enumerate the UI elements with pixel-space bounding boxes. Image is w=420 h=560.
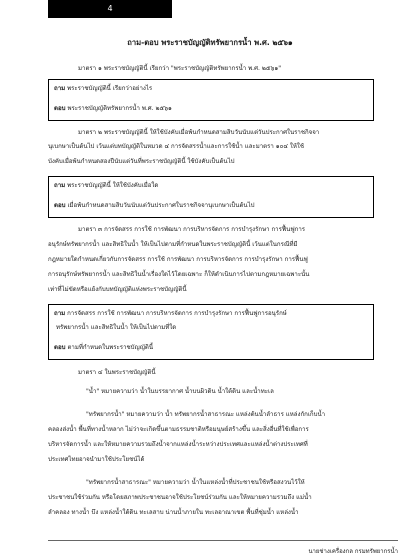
section-3-line-1: มาตรา ๓ การจัดสรร การใช้ การพัฒนา การบริหารจัดการ การบำรุงรักษา การฟื้นฟูการ [78, 226, 306, 233]
footer-divider [48, 540, 398, 541]
section-3-line-5: เท่าที่ไม่ขัดหรือแย้งกับบทบัญญัติแห่งพระราชบัญญัตินี้ [48, 286, 187, 293]
section-3-line-2: อนุรักษ์ทรัพยากรน้ำ และสิทธิในน้ำ ให้เป็นไปตามที่กำหนดในพระราชบัญญัตินี้ เว้นแต่ในกรณีที่มี [48, 241, 298, 248]
qa-answer: ตอบ พระราชบัญญัติทรัพยากรน้ำ พ.ศ. ๒๕๖๑ [54, 105, 172, 112]
definition-resource-line-3: บริหารจัดการน้ำ และให้หมายความรวมถึงน้ำจากแหล่งน้ำระหว่างประเทศและแหล่งน้ำต่างประเทศที่ [48, 441, 308, 448]
section-2-line-1: มาตรา ๒ พระราชบัญญัตินี้ ให้ใช้บังคับเมื่อพ้นกำหนดสามสิบวันนับแต่วันประกาศในราชกิจจา [78, 129, 320, 136]
qa-box-2 [48, 176, 374, 218]
qa-question: ถาม พระราชบัญญัตินี้ เรียกว่าอย่างไร [54, 85, 153, 92]
section-4-intro: มาตรา ๔ ในพระราชบัญญัตินี้ [78, 369, 156, 376]
definition-public-line-3: ลำคลอง ทางน้ำ บึง แหล่งน้ำใต้ดิน ทะเลสาบ น่านน้ำภายใน ทะเลอาณาเขต พื้นที่ชุ่มน้ำ แหล่งน้ำ [48, 509, 299, 516]
section-3-line-3: กฎหมายใดกำหนดเกี่ยวกับการจัดสรร การใช้ การพัฒนา การบริหารจัดการ การบำรุงรักษา การฟื้นฟู [48, 256, 308, 263]
qa-answer: ตอบ ตามที่กำหนดในพระราชบัญญัตินี้ [54, 344, 154, 351]
qa-question: ถาม พระราชบัญญัตินี้ ให้ใช้บังคับเมื่อใด [54, 182, 159, 189]
definition-resource-line-1: "ทรัพยากรน้ำ" หมายความว่า น้ำ ทรัพยากรน้ำสาธารณะ แหล่งต้นน้ำลำธาร แหล่งกักเก็บน้ำ [86, 411, 326, 418]
definition-water: "น้ำ" หมายความว่า น้ำในบรรยากาศ น้ำบนผิวดิน น้ำใต้ดิน และน้ำทะเล [86, 388, 274, 395]
section-1: มาตรา ๑ พระราชบัญญัตินี้ เรียกว่า "พระราชบัญญัติทรัพยากรน้ำ พ.ศ. ๒๕๖๑" [78, 65, 281, 72]
definition-resource-line-2: คลองส่งน้ำ พื้นที่ทางน้ำหลาก ไม่ว่าจะเกิดขึ้นตามธรรมชาติหรือมนุษย์สร้างขึ้น และสิ่งอื่นที่ใช้เพื่อการ [48, 426, 309, 433]
document-title: ถาม-ตอบ พระราชบัญญัติทรัพยากรน้ำ พ.ศ. ๒๕๖๑ [127, 38, 293, 47]
definition-resource-line-4: ประเทศไทยอาจนำมาใช้ประโยชน์ได้ [48, 456, 145, 463]
page-number-tab [48, 0, 172, 18]
definition-public-line-2: ประชาชนใช้ร่วมกัน หรือโดยสภาพประชาชนอาจใช้ประโยชน์ร่วมกัน และให้หมายความรวมถึง แม่น้ำ [48, 494, 312, 501]
section-2-line-3: บังคับเมื่อพ้นกำหนดสองปีนับแต่วันที่พระราชบัญญัตินี้ ใช้บังคับเป็นต้นไป [48, 158, 235, 165]
section-2-line-2: นุเบกษาเป็นต้นไป เว้นแต่บทบัญญัติในหมวด ๔ การจัดสรรน้ำและการใช้น้ำ และมาตรา ๑๐๔ ให้ใช้ [48, 143, 304, 150]
definition-public-line-1: "ทรัพยากรน้ำสาธารณะ" หมายความว่า น้ำในแหล่งน้ำที่ประชาชนใช้หรือสงวนไว้ให้ [86, 479, 305, 486]
footer-text: นายช่างเครื่องกล กรมทรัพยากรน้ำ [308, 548, 398, 555]
section-3-line-4: การอนุรักษ์ทรัพยากรน้ำ และสิทธิในน้ำเรื่องใดไว้โดยเฉพาะ ก็ให้ดำเนินการไปตามกฎหมายเฉพาะนั้น [48, 271, 310, 278]
qa-box-3 [48, 304, 374, 360]
page-number: 4 [107, 4, 113, 13]
qa-box-1 [48, 79, 374, 121]
qa-question-cont: ทรัพยากรน้ำ และสิทธิในน้ำ ให้เป็นไปตามที่ใด [56, 324, 177, 331]
qa-answer: ตอบ เมื่อพ้นกำหนดสามสิบวันนับแต่วันประกาศในราชกิจจานุเบกษาเป็นต้นไป [54, 202, 255, 209]
qa-question: ถาม การจัดสรร การใช้ การพัฒนา การบริหารจัดการ การบำรุงรักษา การฟื้นฟูการอนุรักษ์ [54, 310, 287, 317]
